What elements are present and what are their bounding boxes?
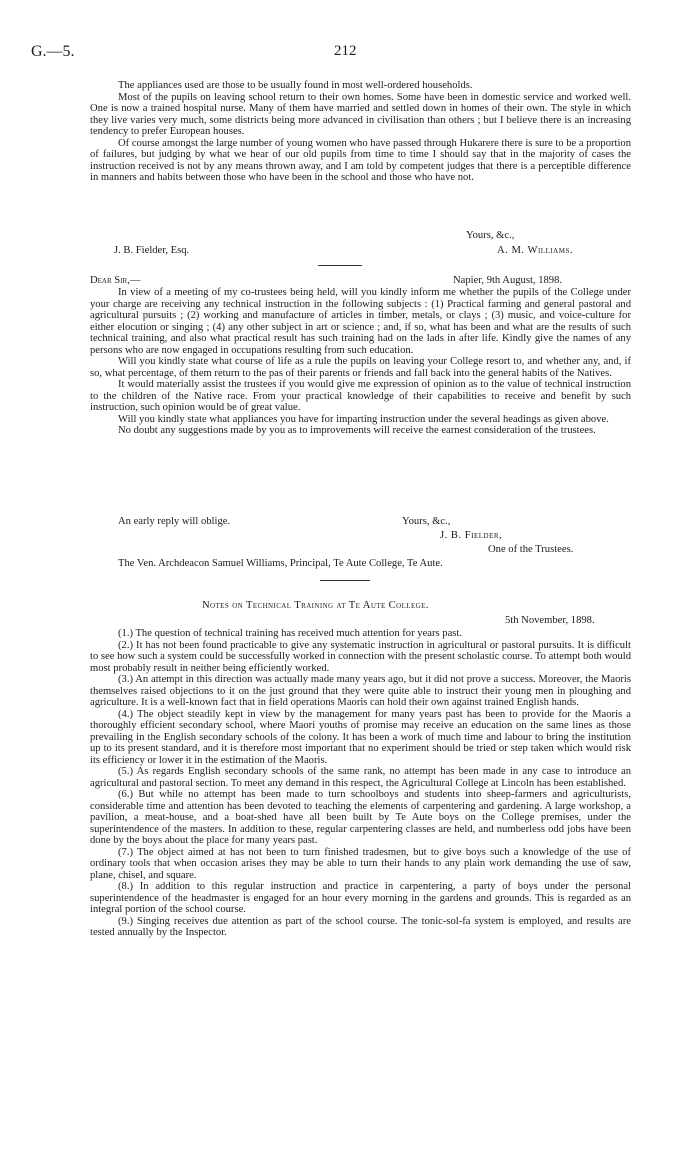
divider <box>318 265 362 266</box>
paragraph: Will you kindly state what course of life as a rule the pupils on leaving your College resort to, and whether any, and, if so, what percentage, of them return to the pas of their parents or friends and fall back into the general habits of the Natives. <box>90 356 631 379</box>
paragraph: (6.) But while no attempt has been made to turn schoolboys and students into sheep-farmers and agriculturists, considerable time and attention has been devoted to teaching the elements of carpentering and gardening. A large workshop, a pavilion, a meat-house, and a boat-shed have all been built by Te Aute boys on the College premises, under the superintendence of the masters. In addition to these, regular carpentering classes are held, and numberless odd jobs have been done by the boys about the place for many years past. <box>90 789 631 846</box>
paragraph: (4.) The object steadily kept in view by the management for many years past has been to provide for the Maoris a thoroughly efficient secondary school, where Maori youths of promise may receive an education on the same lines as those prevailing in the English secondary schools of the colony. It has been a work of much time and labour to bring the institution up to its present standard, and it is therefore most important that no experiment should be tried or step taken which would risk its efficiency or lower it in the estimation of the Maoris. <box>90 708 631 766</box>
document-reference: G.—5. <box>31 43 75 60</box>
paragraph: (7.) The object aimed at has not been to turn finished tradesmen, but to give boys such a knowledge of the use of ordinary tools that when occasion arises they may be able to turn their hands to any plain work demanding the use of saw, plane, chisel, and square. <box>90 846 631 881</box>
place-date: Napier, 9th August, 1898. <box>453 275 563 286</box>
paragraph: (1.) The question of technical training has received much attention for years past. <box>118 628 462 639</box>
paragraph: Will you kindly state what appliances you have for imparting instruction under the several headings as given above. <box>118 413 609 425</box>
paragraph: (8.) In addition to this regular instruction and practice in carpentering, a party of boys under the personal superintendence of the headmaster is engaged for an hour every morning in the gardens and grounds. This is regarded as an integral portion of the school course. <box>90 881 631 915</box>
paragraph: No doubt any suggestions made by you as to improvements will receive the earnest consideration of the trustees. <box>118 425 596 436</box>
paragraph: Of course amongst the large number of young women who have passed through Hukarere there is sure to be a proportion of failures, but judging by what we hear of our old pupils from time to time I should say that in the majority of cases the instruction received is not by any means thrown away, and I am told by competent judges that there is a perceptible difference in manners and habits between those who have been in the school and those who have not. <box>90 137 631 183</box>
signature: A. M. Williams. <box>497 245 574 256</box>
signature-title: One of the Trustees. <box>488 544 574 555</box>
paragraph: (5.) As regards English secondary schools of the same rank, no attempt has been made in any case to introduce an agricultural and pastoral section. To meet any demand in this respect, the Agricultural College at Lincoln has been established. <box>90 766 631 789</box>
reply-line: An early reply will oblige. <box>118 516 231 527</box>
page-number: 212 <box>334 43 357 59</box>
fielder-letter <box>90 287 631 437</box>
paragraph: Most of the pupils on leaving school return to their own homes. Some have been in domestic service and worked well. One is now a trained hospital nurse. Many of them have married and settled down in homes of their own. The style in which they live varies very much, some districts being more advanced in civilisation than others ; but I believe there is an increasing tendency to prefer European houses. <box>90 91 631 137</box>
addressee: J. B. Fielder, Esq. <box>114 245 190 256</box>
paragraph: The appliances used are those to be usually found in most well-ordered households. <box>118 80 473 91</box>
paragraph: It would materially assist the trustees if you would give me expression of opinion as to the value of technical instruction to the children of the Native race. From your practical knowledge of their capabilities to receive and benefit by such instruction, such opinion would be of great value. <box>90 379 631 413</box>
addressee: The Ven. Archdeacon Samuel Williams, Principal, Te Aute College, Te Aute. <box>118 558 443 569</box>
paragraph: (3.) An attempt in this direction was actually made many years ago, but it did not prove a success. Moreover, the Maoris themselves raised objections to it on the just ground that they were quite able to instruct their young men in ploughing and agriculture. It is a well-known fact that in field operations Maoris can hold their own against trained English hands. <box>90 674 631 708</box>
paragraph: (2.) It has not been found practicable to give any systematic instruction in agricultural or pastoral pursuits. It is difficult to see how such a system could be successfully worked in connection with the present scholastic course. To attempt both would most probably result in neither being efficiently worked. <box>90 639 631 674</box>
notes-body <box>90 628 631 939</box>
hukarere-report <box>90 80 631 184</box>
notes-date: 5th November, 1898. <box>505 615 595 626</box>
divider <box>320 580 370 581</box>
closing: Yours, &c., <box>466 230 515 241</box>
closing: Yours, &c., <box>402 516 451 527</box>
paragraph: (9.) Singing receives due attention as part of the school course. The tonic-sol-fa system is employed, and results are tested annually by the Inspector. <box>90 915 631 938</box>
signature: J. B. Fielder, <box>440 530 503 541</box>
notes-title: Notes on Technical Training at Te Aute College. <box>202 600 429 611</box>
paragraph: In view of a meeting of my co-trustees being held, will you kindly inform me whether the pupils of the College under your charge are receiving any technical instruction in the following subjects : (1) Practical farming and general pastoral and agricultural pursuits ; (2) working and manufacture of articles in timber, metals, or clays ; (3) music, and voice-culture for either elocution or singing ; (4) any other subject in art or science ; and, if so, what has been and what are the results of such technical training, and also what practical result has such training had on the lads in after life. Kindly give the names of any persons who are now engaged in occupations resulting from such education. <box>90 287 631 356</box>
salutation: Dear Sir,— <box>90 275 141 286</box>
